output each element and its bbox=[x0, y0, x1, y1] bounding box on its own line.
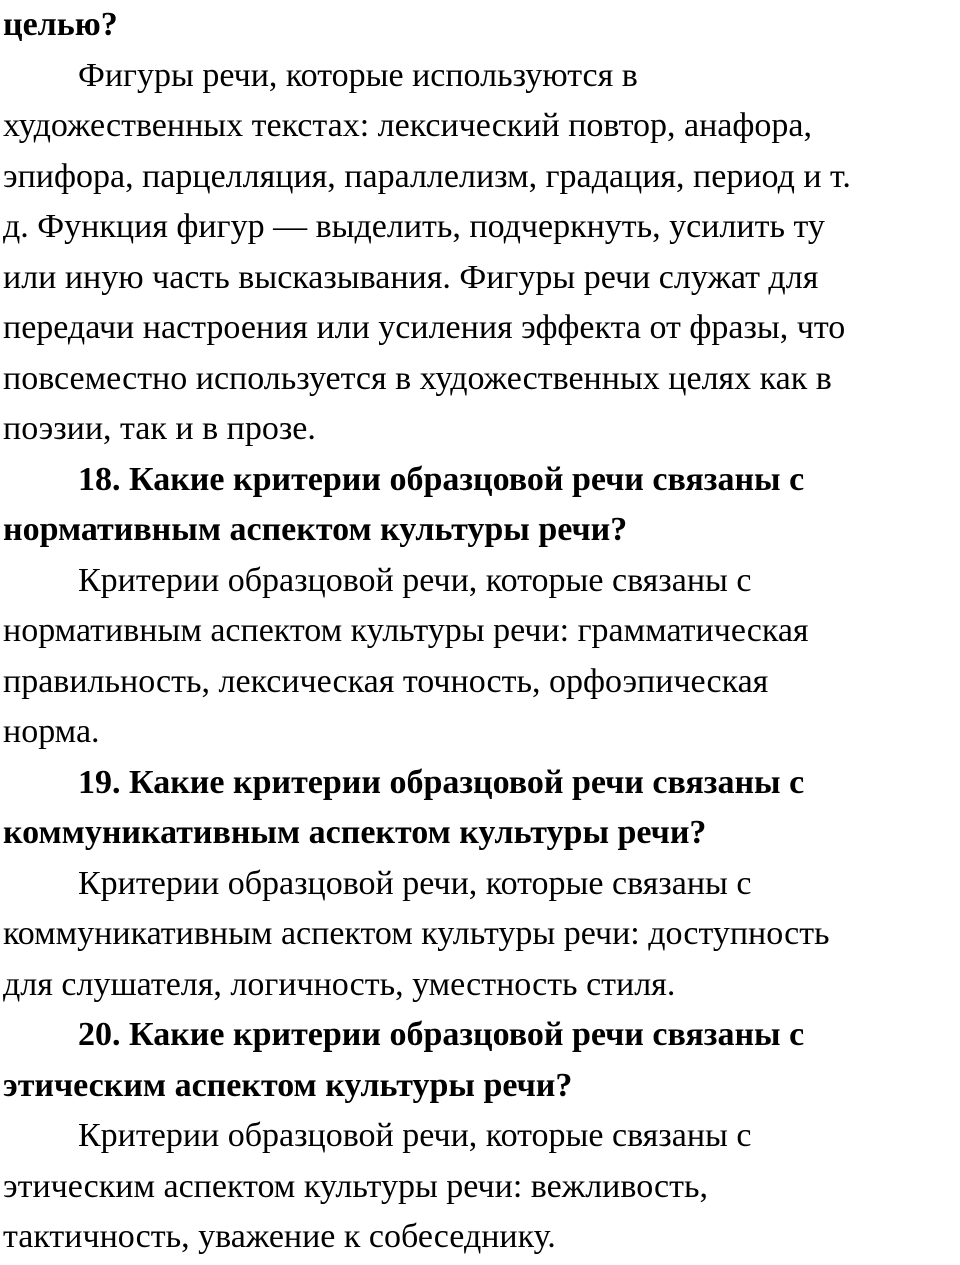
text-line: передачи настроения или усиления эффекта от фразы, что bbox=[3, 309, 846, 346]
text-line: Критерии образцовой речи, которые связаны с bbox=[78, 561, 752, 599]
question-heading bbox=[3, 455, 960, 556]
question-continuation bbox=[3, 0, 960, 51]
text-line: тактичность, уважение к собеседнику. bbox=[3, 1218, 556, 1255]
text-line: или иную часть высказывания. Фигуры речи служат для bbox=[3, 258, 819, 296]
text-line: Критерии образцовой речи, которые связаны с bbox=[78, 864, 752, 902]
text-line: этическим аспектом культуры речи? bbox=[3, 1066, 573, 1104]
text-line: коммуникативным аспектом культуры речи: доступность bbox=[3, 915, 830, 952]
answer-paragraph bbox=[3, 51, 960, 455]
text-line: Критерии образцовой речи, которые связаны с bbox=[78, 1117, 752, 1154]
answer-paragraph bbox=[3, 859, 960, 1011]
answer-paragraph bbox=[3, 556, 960, 758]
text-line: художественных текстах: лексический повтор, анафора, bbox=[3, 107, 813, 144]
text-line: эпифора, парцелляция, параллелизм, градация, период и т. bbox=[3, 157, 851, 195]
text-line: для слушателя, логичность, уместность стиля. bbox=[3, 965, 676, 1003]
text-line: этическим аспектом культуры речи: вежливость, bbox=[3, 1167, 709, 1205]
text-line: нормативным аспектом культуры речи: грамматическая bbox=[3, 612, 809, 649]
text-line: 18. Какие критерии образцовой речи связаны с bbox=[78, 460, 805, 498]
question-heading bbox=[3, 758, 960, 859]
text-line: 20. Какие критерии образцовой речи связаны с bbox=[78, 1016, 805, 1053]
text-line: д. Функция фигур — выделить, подчеркнуть, усилить ту bbox=[3, 208, 825, 245]
text-line: правильность, лексическая точность, орфоэпическая bbox=[3, 662, 769, 700]
text-line: поэзии, так и в прозе. bbox=[3, 410, 316, 447]
text-line: Фигуры речи, которые используются в bbox=[78, 56, 638, 94]
text-line: 19. Какие критерии образцовой речи связаны с bbox=[78, 763, 805, 801]
text-line: нормативным аспектом культуры речи? bbox=[3, 511, 628, 548]
text-line: норма. bbox=[3, 713, 100, 750]
text-line: целью? bbox=[3, 6, 118, 43]
question-heading bbox=[3, 1010, 960, 1111]
text-line: коммуникативным аспектом культуры речи? bbox=[3, 814, 707, 851]
text-line: повсеместно используется в художественных целях как в bbox=[3, 359, 832, 397]
answer-paragraph bbox=[3, 1111, 960, 1263]
document-page bbox=[3, 0, 960, 1263]
